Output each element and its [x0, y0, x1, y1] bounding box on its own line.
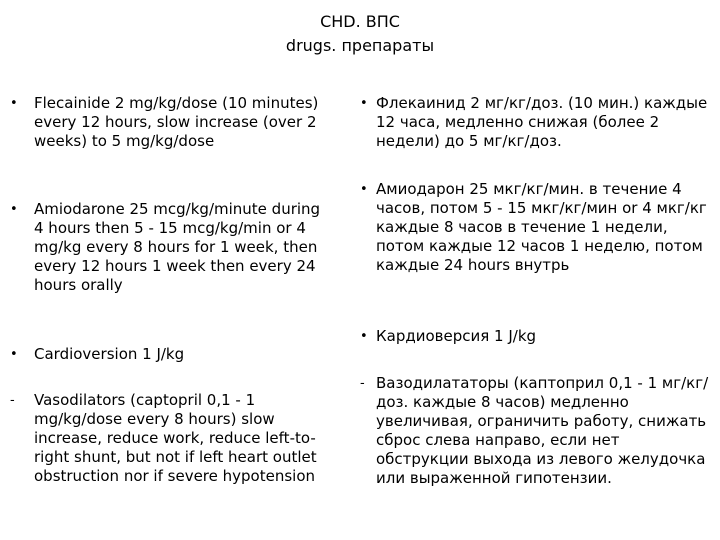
- title-line-1: CHD. ВПС: [320, 12, 400, 31]
- list-item-text: Флекаинид 2 мг/кг/доз. (10 мин.) каждые 12 часа, медленно снижая (более 2 недели) до 5 мг/кг/доз.: [376, 94, 708, 150]
- dash-icon: -: [10, 393, 15, 408]
- list-item-text: Кардиоверсия 1 J/kg: [376, 327, 537, 345]
- title-line-2: drugs. препараты: [285, 36, 435, 55]
- list-item-text: Amiodarone 25 mcg/kg/minute during 4 hours then 5 - 15 mcg/kg/min or 4 mg/kg every 8 hours for 1 week, then every 12 hours 1 week then every 24 hours orally: [34, 200, 321, 294]
- list-item-text: Cardioversion 1 J/kg: [34, 345, 185, 363]
- bullet-icon: •: [360, 96, 368, 111]
- bullet-icon: •: [360, 182, 368, 197]
- list-item-text: Flecainide 2 mg/kg/dose (10 minutes) every 12 hours, slow increase (over 2 weeks) to 5 mg/kg/dose: [34, 94, 319, 150]
- bullet-icon: •: [360, 329, 368, 344]
- list-item-text: Vasodilators (captopril 0,1 - 1 mg/kg/dose every 8 hours) slow increase, reduce work, reduce left-to-right shunt, but not if left heart outlet obstruction nor if severe hypotension: [34, 391, 317, 485]
- list-item-text: Вазодилататоры (каптоприл 0,1 - 1 мг/кг/доз. каждые 8 часов) медленно увеличивая, ограничить работу, снижать сброс слева направо, если нет обструкции выхода из левого желудочка или выраженной гипотензии.: [376, 374, 709, 487]
- list-item-text: Амиодарон 25 мкг/кг/мин. в течение 4 часов, потом 5 - 15 мкг/кг/мин or 4 мкг/кг каждые 8 часов в течение 1 недели, потом каждые 12 часов 1 неделю, потом каждые 24 hours внутрь: [376, 180, 707, 274]
- dash-icon: -: [360, 376, 365, 391]
- bullet-icon: •: [10, 202, 18, 217]
- bullet-icon: •: [10, 347, 18, 362]
- slide-title: [0, 10, 720, 58]
- bullet-icon: •: [10, 96, 18, 111]
